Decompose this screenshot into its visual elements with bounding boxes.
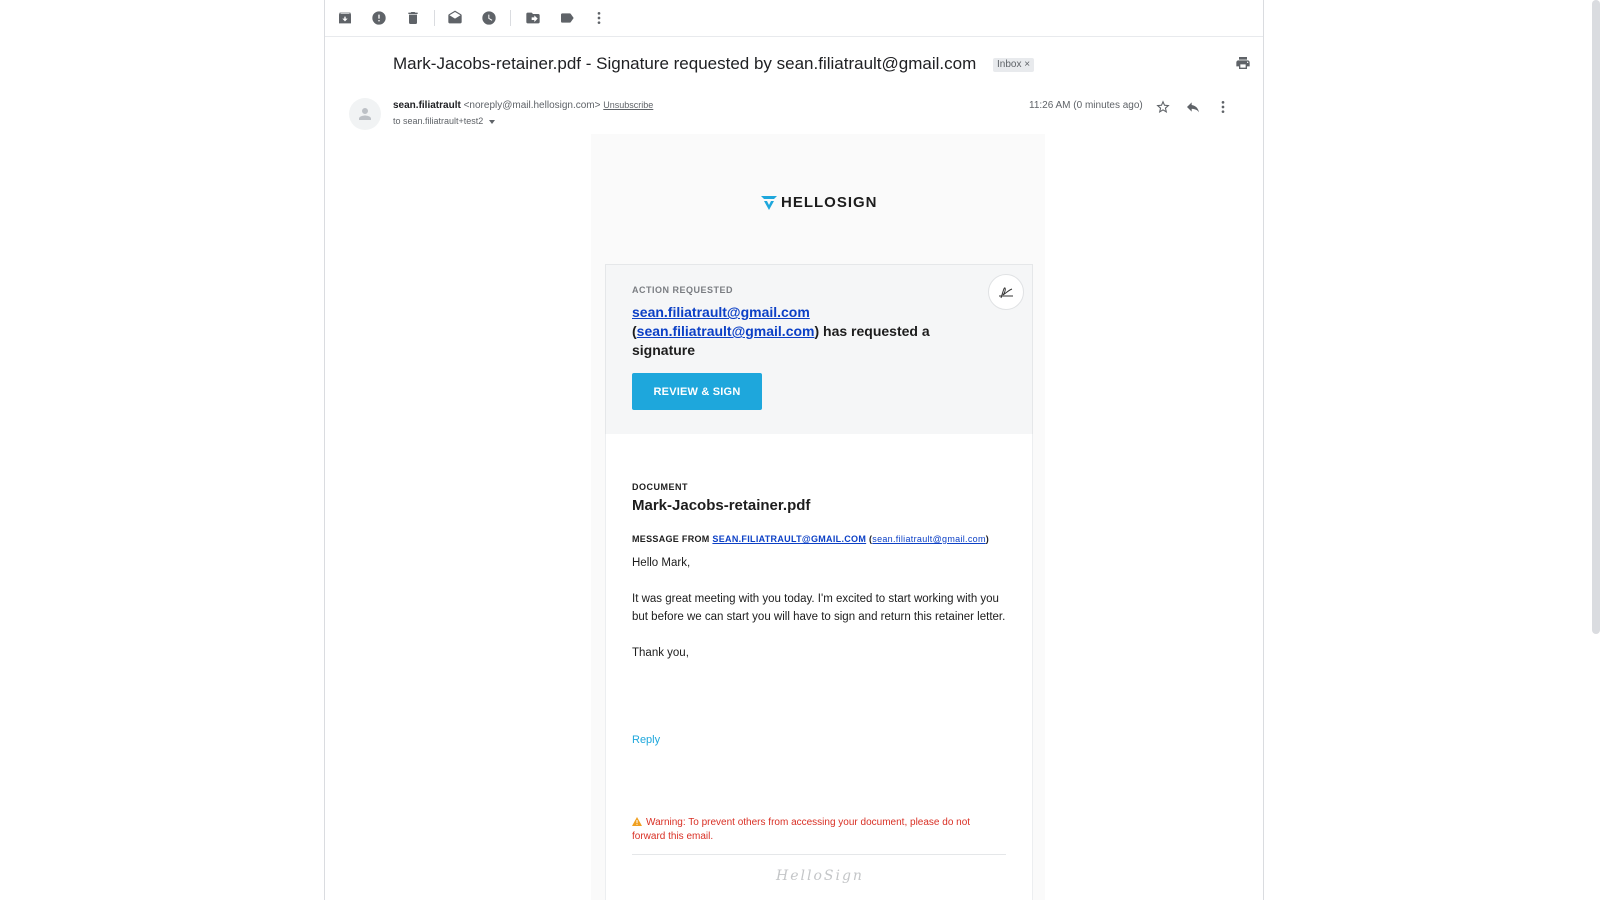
- unsubscribe-link[interactable]: Unsubscribe: [603, 100, 654, 110]
- email-view: [324, 0, 1264, 900]
- reply-icon[interactable]: [1183, 97, 1203, 117]
- move-to-icon[interactable]: [521, 6, 545, 30]
- warning-text: Warning: To prevent others from accessing your document, please do not forward this email.: [632, 817, 971, 842]
- star-icon[interactable]: [1153, 97, 1173, 117]
- review-and-sign-button[interactable]: REVIEW & SIGN: [632, 373, 762, 410]
- chevron-down-icon[interactable]: [489, 120, 495, 124]
- scrollbar[interactable]: [1592, 0, 1600, 634]
- action-requested-label: ACTION REQUESTED: [632, 285, 734, 295]
- mark-read-icon[interactable]: [443, 6, 467, 30]
- warning-message: [632, 816, 1006, 844]
- recipient-line: [393, 116, 495, 126]
- delete-icon[interactable]: [401, 6, 425, 30]
- email-subject: Mark-Jacobs-retainer.pdf - Signature requested by sean.filiatrault@gmail.com: [393, 54, 977, 73]
- request-suffix: ) has requested a signature: [632, 323, 930, 358]
- action-requested-panel: [605, 264, 1033, 436]
- document-label: DOCUMENT: [632, 482, 688, 492]
- label-icon[interactable]: [555, 6, 579, 30]
- more-vert-icon[interactable]: [587, 6, 611, 30]
- message-from-open: (: [866, 534, 873, 544]
- hellosign-logo: [761, 194, 878, 211]
- avatar[interactable]: [349, 98, 381, 130]
- toolbar-divider: [434, 10, 435, 26]
- sender-name[interactable]: sean.filiatrault: [393, 100, 461, 111]
- message-from-label: MESSAGE FROM: [632, 534, 710, 544]
- archive-icon[interactable]: [333, 6, 357, 30]
- greeting: Hello Mark,: [632, 557, 691, 569]
- closing: Thank you,: [632, 647, 689, 659]
- reply-link[interactable]: Reply: [632, 734, 661, 746]
- recipient-text: to sean.filiatrault+test2: [393, 116, 484, 126]
- footer-divider: [632, 854, 1006, 855]
- requester-email-link[interactable]: sean.filiatrault@gmail.com: [632, 304, 810, 320]
- inbox-label-chip[interactable]: Inbox ×: [993, 58, 1034, 72]
- print-icon[interactable]: [1235, 55, 1255, 75]
- sender-line: [393, 100, 653, 111]
- message-from: [632, 534, 989, 544]
- document-section: [605, 434, 1033, 900]
- message-body: [632, 554, 1006, 680]
- hellosign-logo-icon: [761, 195, 777, 211]
- message-paragraph: It was great meeting with you today. I'm excited to start working with you but before we can start you will have to sign and return this retainer letter.: [632, 593, 1006, 623]
- email-timestamp: 11:26 AM (0 minutes ago): [1029, 100, 1143, 111]
- warning-icon: [632, 817, 642, 826]
- signature-icon: [988, 274, 1024, 310]
- toolbar-divider: [510, 10, 511, 26]
- document-title: Mark-Jacobs-retainer.pdf: [632, 497, 811, 514]
- toolbar: [325, 0, 1263, 37]
- message-from-link-upper[interactable]: SEAN.FILIATRAULT@GMAIL.COM: [712, 534, 867, 544]
- hellosign-logo-text: HELLOSIGN: [781, 194, 878, 211]
- report-spam-icon[interactable]: [367, 6, 391, 30]
- email-body: [591, 134, 1045, 900]
- message-from-link-lower[interactable]: sean.filiatrault@gmail.com: [872, 534, 986, 544]
- more-vert-icon[interactable]: [1213, 97, 1233, 117]
- footer-signature-logo: H​e​l​l​o​S​i​g​n: [776, 868, 864, 884]
- open-paren: (: [632, 323, 637, 339]
- sender-email: <noreply@mail.hellosign.com>: [463, 100, 601, 111]
- action-request-message: [632, 303, 952, 360]
- requester-email-link-paren[interactable]: sean.filiatrault@gmail.com: [636, 323, 815, 339]
- message-from-close: ): [985, 534, 990, 544]
- snooze-icon[interactable]: [477, 6, 501, 30]
